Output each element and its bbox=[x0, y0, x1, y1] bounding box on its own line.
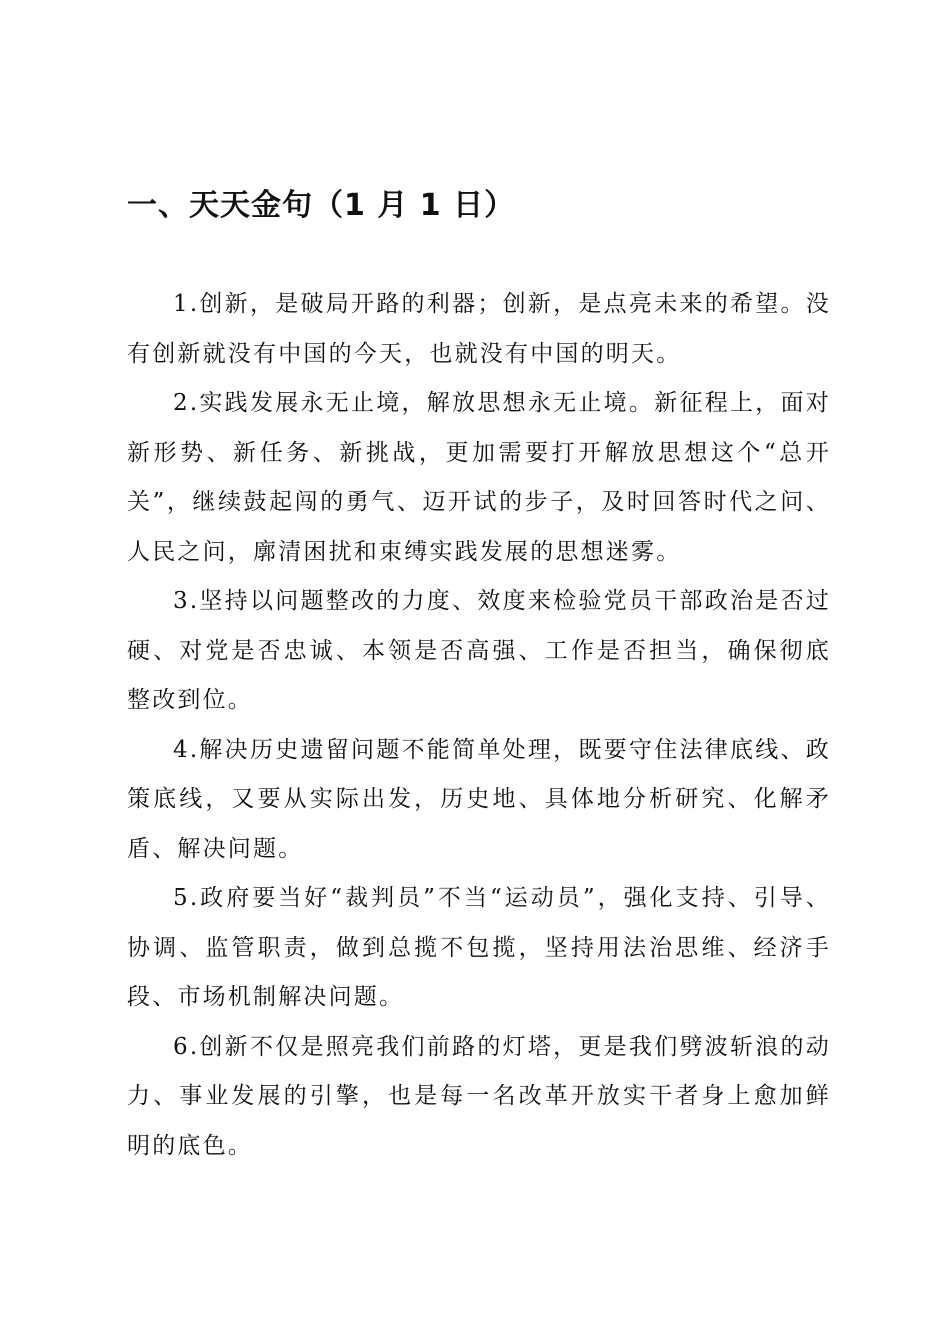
quote-paragraph-6: 6.创新不仅是照亮我们前路的灯塔，更是我们劈波斩浪的动力、事业发展的引擎，也是每一名改革开放实干者身上愈加鲜明的底色。 bbox=[127, 1033, 831, 1159]
quote-list bbox=[127, 280, 831, 1171]
quote-paragraph-4: 4.解决历史遗留问题不能简单处理，既要守住法律底线、政策底线，又要从实际出发，历史地、具体地分析研究、化解矛盾、解决问题。 bbox=[127, 736, 831, 862]
quote-paragraph-5: 5.政府要当好“裁判员”不当“运动员”，强化支持、引导、协调、监管职责，做到总揽不包揽，坚持用法治思维、经济手段、市场机制解决问题。 bbox=[127, 885, 831, 1010]
section-title: 一、天天金句（1 月 1 日） bbox=[127, 188, 516, 223]
quote-paragraph-1: 1.创新，是破局开路的利器；创新，是点亮未来的希望。没有创新就没有中国的今天，也就没有中国的明天。 bbox=[127, 291, 831, 367]
quote-paragraph-3: 3.坚持以问题整改的力度、效度来检验党员干部政治是否过硬、对党是否忠诚、本领是否高强、工作是否担当，确保彻底整改到位。 bbox=[127, 588, 831, 713]
quote-paragraph-2: 2.实践发展永无止境，解放思想永无止境。新征程上，面对新形势、新任务、新挑战，更加需要打开解放思想这个“总开关”，继续鼓起闯的勇气、迈开试的步子，及时回答时代之问、人民之问，廓清困扰和束缚实践发展的思想迷雾。 bbox=[127, 390, 831, 565]
